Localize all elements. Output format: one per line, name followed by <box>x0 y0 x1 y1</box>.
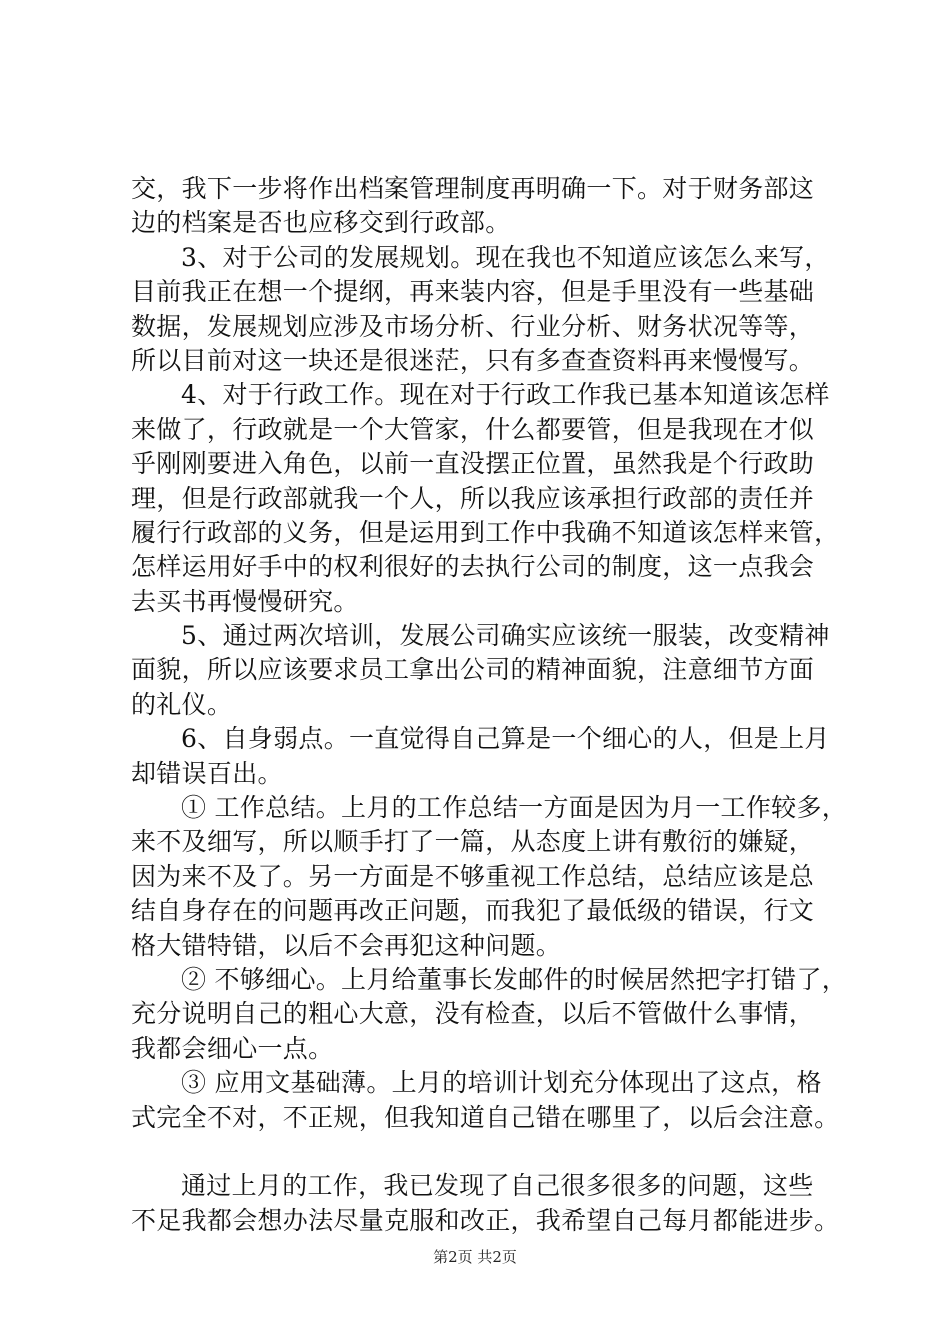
text-line: 因为来不及了。另一方面是不够重视工作总结，总结应该是总 <box>131 861 815 891</box>
text-line: 的礼仪。 <box>131 689 233 719</box>
text-line: 来做了，行政就是一个大管家，什么都要管，但是我现在才似 <box>131 414 815 444</box>
text-line: 去买书再慢慢研究。 <box>131 586 359 616</box>
text-line: 3、对于公司的发展规划。现在我也不知道应该怎么来写， <box>181 242 830 272</box>
text-line: 来不及细写，所以顺手打了一篇，从态度上讲有敷衍的嫌疑， <box>131 827 815 857</box>
page-footer: 第2页 共2页 <box>433 1248 517 1266</box>
text-line: 却错误百出。 <box>131 758 283 788</box>
text-line: 充分说明自己的粗心大意，没有检查，以后不管做什么事情， <box>131 999 815 1029</box>
text-line: 理，但是行政部就我一个人，所以我应该承担行政部的责任并 <box>131 483 815 513</box>
text-line: ③ 应用文基础薄。上月的培训计划充分体现出了这点，格 <box>181 1068 822 1098</box>
text-line: 6、自身弱点。一直觉得自己算是一个细心的人，但是上月 <box>181 724 830 754</box>
text-line: 面貌，所以应该要求员工拿出公司的精神面貌，注意细节方面 <box>131 655 815 685</box>
text-line: 乎刚刚要进入角色，以前一直没摆正位置，虽然我是个行政助 <box>131 449 815 479</box>
document-body <box>131 172 848 1238</box>
text-line: 数据，发展规划应涉及市场分析、行业分析、财务状况等等， <box>131 311 815 341</box>
text-line: 所以目前对这一块还是很迷茫，只有多查查资料再来慢慢写。 <box>131 345 815 375</box>
text-line: 边的档案是否也应移交到行政部。 <box>131 208 511 238</box>
text-line: 式完全不对，不正规，但我知道自己错在哪里了，以后会注意。 <box>131 1102 840 1132</box>
text-line: ① 工作总结。上月的工作总结一方面是因为月一工作较多， <box>181 793 848 823</box>
text-line: 我都会细心一点。 <box>131 1033 334 1063</box>
text-line: 履行行政部的义务，但是运用到工作中我确不知道该怎样来管， <box>131 517 840 547</box>
paragraph-gap <box>131 1135 831 1169</box>
text-line: 怎样运用好手中的权利很好的去执行公司的制度，这一点我会 <box>131 552 815 582</box>
text-line: 交，我下一步将作出档案管理制度再明确一下。对于财务部这 <box>131 174 815 203</box>
text-line: 格大错特错，以后不会再犯这种问题。 <box>131 930 562 960</box>
text-line: ② 不够细心。上月给董事长发邮件的时候居然把字打错了， <box>181 964 848 994</box>
text-line: 目前我正在想一个提纲，再来装内容，但是手里没有一些基础 <box>131 277 815 307</box>
text-line: 5、通过两次培训，发展公司确实应该统一服装，改变精神 <box>181 621 830 651</box>
text-line: 通过上月的工作，我已发现了自己很多很多的问题，这些 <box>181 1171 814 1201</box>
text-line: 不足我都会想办法尽量克服和改正，我希望自己每月都能进步。 <box>131 1205 840 1235</box>
text-line: 4、对于行政工作。现在对于行政工作我已基本知道该怎样 <box>181 380 830 410</box>
text-line: 结自身存在的问题再改正问题，而我犯了最低级的错误，行文 <box>131 896 815 926</box>
